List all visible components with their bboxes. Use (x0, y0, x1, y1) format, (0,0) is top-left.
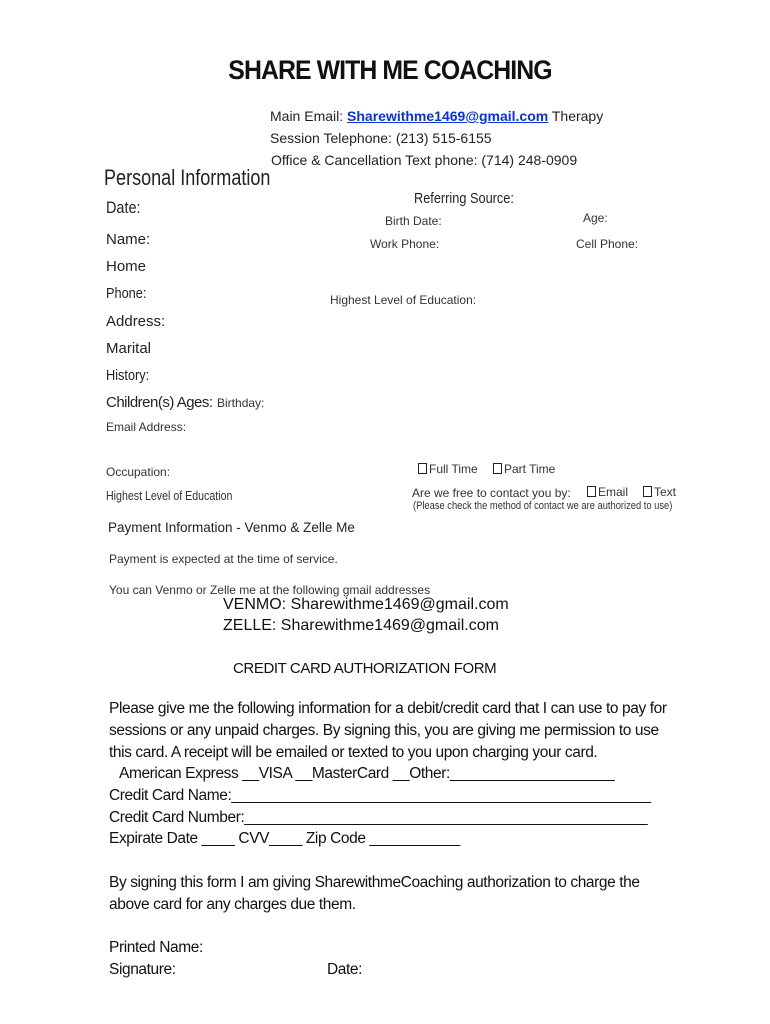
cc-paragraph-line-2: sessions or any unpaid charges. By signing this, you are giving me permission to use (109, 722, 659, 739)
main-email-link[interactable]: Sharewithme1469@gmail.com (347, 108, 549, 124)
birth-date-label: Birth Date: (385, 214, 442, 228)
card-type-line[interactable]: American Express __VISA __MasterCard __Other:____________________ (119, 765, 615, 782)
main-email-line (270, 108, 603, 124)
contact-text-label: Text (654, 485, 677, 499)
session-phone: Session Telephone: (213) 515-6155 (270, 130, 492, 146)
contact-email-option[interactable] (587, 485, 628, 499)
part-time-checkbox[interactable] (493, 463, 502, 474)
authorization-line-2: above card for any charges due them. (109, 896, 356, 913)
card-name-field[interactable]: Credit Card Name:___________________________________________________ (109, 787, 651, 804)
main-email-label: Main Email: (270, 108, 344, 124)
office-phone: Office & Cancellation Text phone: (714) 248-0909 (271, 152, 578, 168)
cc-form-heading: CREDIT CARD AUTHORIZATION FORM (233, 660, 497, 677)
signature-label: Signature: (109, 961, 176, 978)
payment-expected: Payment is expected at the time of service. (109, 552, 338, 566)
cell-phone-label: Cell Phone: (576, 237, 639, 251)
history-label: History: (106, 367, 150, 384)
home-label: Home (106, 258, 147, 275)
signature-date-label: Date: (327, 961, 363, 978)
work-phone-label: Work Phone: (370, 237, 440, 251)
contact-question: Are we free to contact you by: (412, 486, 571, 500)
zelle-address: ZELLE: Sharewithme1469@gmail.com (223, 617, 499, 634)
personal-info-heading: Personal Information (104, 165, 271, 190)
birthday-label: Birthday: (217, 396, 265, 410)
cc-paragraph-line-1: Please give me the following information for a debit/credit card that I can use to pay for (109, 700, 667, 717)
contact-email-checkbox[interactable] (587, 486, 596, 497)
payment-heading: Payment Information - Venmo & Zelle Me (108, 520, 355, 535)
contact-email-label: Email (598, 485, 629, 499)
highest-education-right: Highest Level of Education: (330, 293, 477, 307)
part-time-label: Part Time (504, 462, 556, 476)
marital-label: Marital (106, 340, 152, 357)
cc-paragraph-line-3: this card. A receipt will be emailed or texted to you upon charging your card. (109, 744, 598, 761)
contact-text-checkbox[interactable] (643, 486, 652, 497)
authorization-line-1: By signing this form I am giving SharewithmeCoaching authorization to charge the (109, 874, 640, 891)
part-time-option[interactable] (493, 462, 555, 476)
full-time-option[interactable] (418, 462, 478, 476)
full-time-checkbox[interactable] (418, 463, 427, 474)
venmo-zelle-note: You can Venmo or Zelle me at the following gmail addresses (109, 583, 431, 597)
venmo-address: VENMO: Sharewithme1469@gmail.com (223, 596, 509, 613)
name-label: Name: (106, 231, 151, 248)
children-label: Children(s) Ages: (106, 394, 213, 411)
email-address-label: Email Address: (106, 420, 187, 434)
occupation-label: Occupation: (106, 465, 171, 479)
highest-education-left: Highest Level of Education (106, 489, 233, 503)
phone-label: Phone: (106, 285, 147, 302)
full-time-label: Full Time (429, 462, 478, 476)
card-number-field[interactable]: Credit Card Number:_________________________________________________ (109, 809, 648, 826)
printed-name-label: Printed Name: (109, 939, 203, 956)
contact-text-option[interactable] (643, 485, 676, 499)
page-title: SHARE WITH ME COACHING (228, 55, 552, 85)
date-label: Date: (106, 198, 141, 217)
age-label: Age: (583, 211, 608, 225)
contact-note: (Please check the method of contact we are authorized to use) (413, 500, 673, 512)
children-line (106, 394, 264, 412)
referring-source-label: Referring Source: (414, 190, 514, 207)
address-label: Address: (106, 313, 166, 330)
therapy-label: Therapy (551, 108, 604, 124)
expiry-cvv-zip-field[interactable]: Expirate Date ____ CVV____ Zip Code ___________ (109, 830, 460, 847)
